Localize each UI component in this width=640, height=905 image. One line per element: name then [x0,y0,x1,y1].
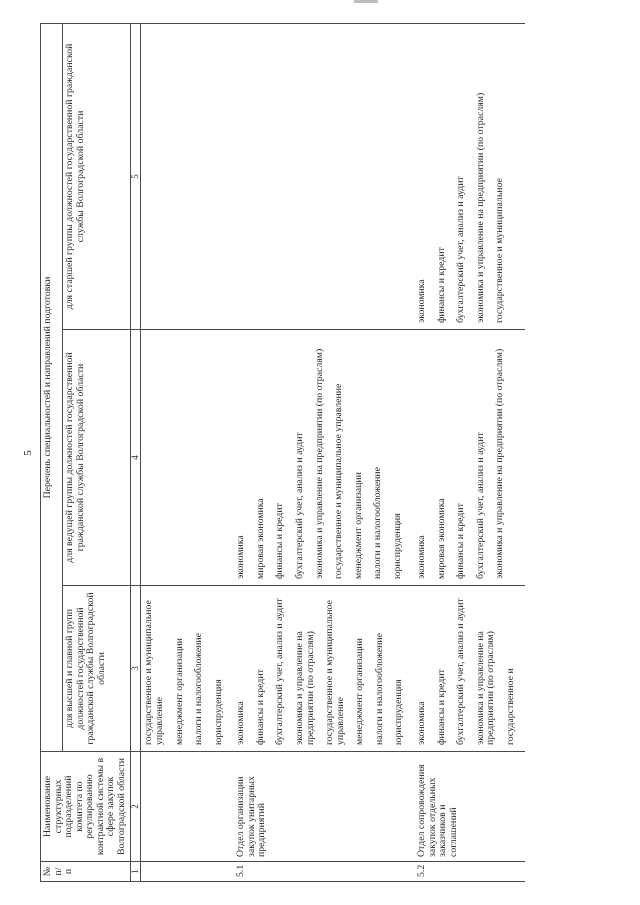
table-row [141,23,233,881]
header-older-group: для старшей группы должностей государственной гражданской службы Волгоградской области [63,23,130,329]
table-header-row [41,23,63,881]
specialty-item: бухгалтерский учет, анализ и аудит [474,431,486,579]
specialty-list-col3 [414,585,525,751]
specialty-list-col5 [233,23,414,329]
specialty-list-col4 [141,329,233,585]
specialty-item: юриспруденция [393,678,405,745]
specialty-item: экономика и управление на предприятии (по отраслям) [474,92,486,323]
specialty-item: экономика [235,534,247,579]
row-number [141,861,233,881]
header-senior-groups: для высшей и главной групп должностей государственной гражданской службы Волгоградской области [63,585,130,751]
specialty-list-col3 [233,585,414,751]
specialty-item: финансы и кредит [435,668,447,745]
specialty-list-col5 [414,23,525,329]
specialty-item: бухгалтерский учет, анализ и аудит [274,597,286,745]
header-unit-name: Наименование структурных подразделений комитета по регулированию контрактной системы в сфере закупок Волгоградской области [41,751,131,861]
specialty-item: менеджмент организации [352,471,364,579]
specialty-item: экономика и управление на предприятии (по отраслям) [474,630,497,745]
specialty-item: бухгалтерский учет, анализ и аудит [455,175,467,323]
specialty-item: государственное и муниципальное [494,177,506,323]
unit-name [141,751,233,861]
specialty-item: менеджмент организации [173,637,185,745]
specialty-list-col4 [414,329,525,585]
column-number: 2 [130,751,141,861]
specialty-item: налоги и налогообложение [372,466,384,579]
row-number: 5.2 [414,861,525,881]
table-body [141,23,526,881]
specialty-item: государственное и [504,667,516,745]
specialty-item: экономика [416,700,428,745]
specialty-item: экономика и управление на предприятии (по отраслям) [494,348,506,579]
specialty-item: экономика [416,534,428,579]
specialty-item: бухгалтерский учет, анализ и аудит [293,431,305,579]
specialty-item: государственное и муниципальное управление [333,383,345,579]
table-row [233,23,414,881]
specialty-item: менеджмент организации [354,637,366,745]
column-number: 3 [130,585,141,751]
specialty-item: финансы и кредит [455,502,467,579]
column-number: 1 [130,861,141,881]
specialty-item: экономика и управление на предприятии (по отраслям) [313,348,325,579]
specialty-item: налоги и налогообложение [373,632,385,745]
column-number: 5 [130,23,141,329]
unit-name: Отдел сопровождения закупок отдельных заказчиков и соглашений [414,751,525,861]
specialty-item: юриспруденция [391,512,403,579]
specialty-item: финансы и кредит [274,502,286,579]
specialty-list-col5 [141,23,233,329]
rotated-document-page [20,8,620,898]
specialty-item: финансы и кредит [435,246,447,323]
specialty-item: бухгалтерский учет, анализ и аудит [455,597,467,745]
unit-name: Отдел организации закупок унитарных предприятий [233,751,414,861]
table-row [414,23,525,881]
specialty-item: налоги и налогообложение [193,632,205,745]
specialties-table [40,23,525,882]
specialty-item: экономика [235,700,247,745]
row-number: 5.1 [233,861,414,881]
specialty-item: экономика и управление на предприятии (по отраслям) [293,630,316,745]
specialty-item: государственное и муниципальное управление [143,599,165,745]
page-number: 5 [22,449,34,456]
specialty-item: мировая экономика [254,497,266,579]
specialty-item: юриспруденция [212,678,224,745]
scan-edge-mark [354,0,378,3]
specialty-list-col3 [141,585,233,751]
specialty-list-col4 [233,329,414,585]
specialty-item: государственное и муниципальное управление [324,599,346,745]
column-number-row [130,23,141,881]
specialty-item: финансы и кредит [254,668,266,745]
header-leading-group: для ведущей группы должностей государственной гражданской службы Волгоградской области [63,329,130,585]
specialty-item: мировая экономика [435,497,447,579]
specialty-item: экономика [416,278,428,323]
header-specialties-group: Перечень специальностей и направлений подготовки [41,23,63,751]
header-number: № п/п [41,861,131,881]
column-number: 4 [130,329,141,585]
